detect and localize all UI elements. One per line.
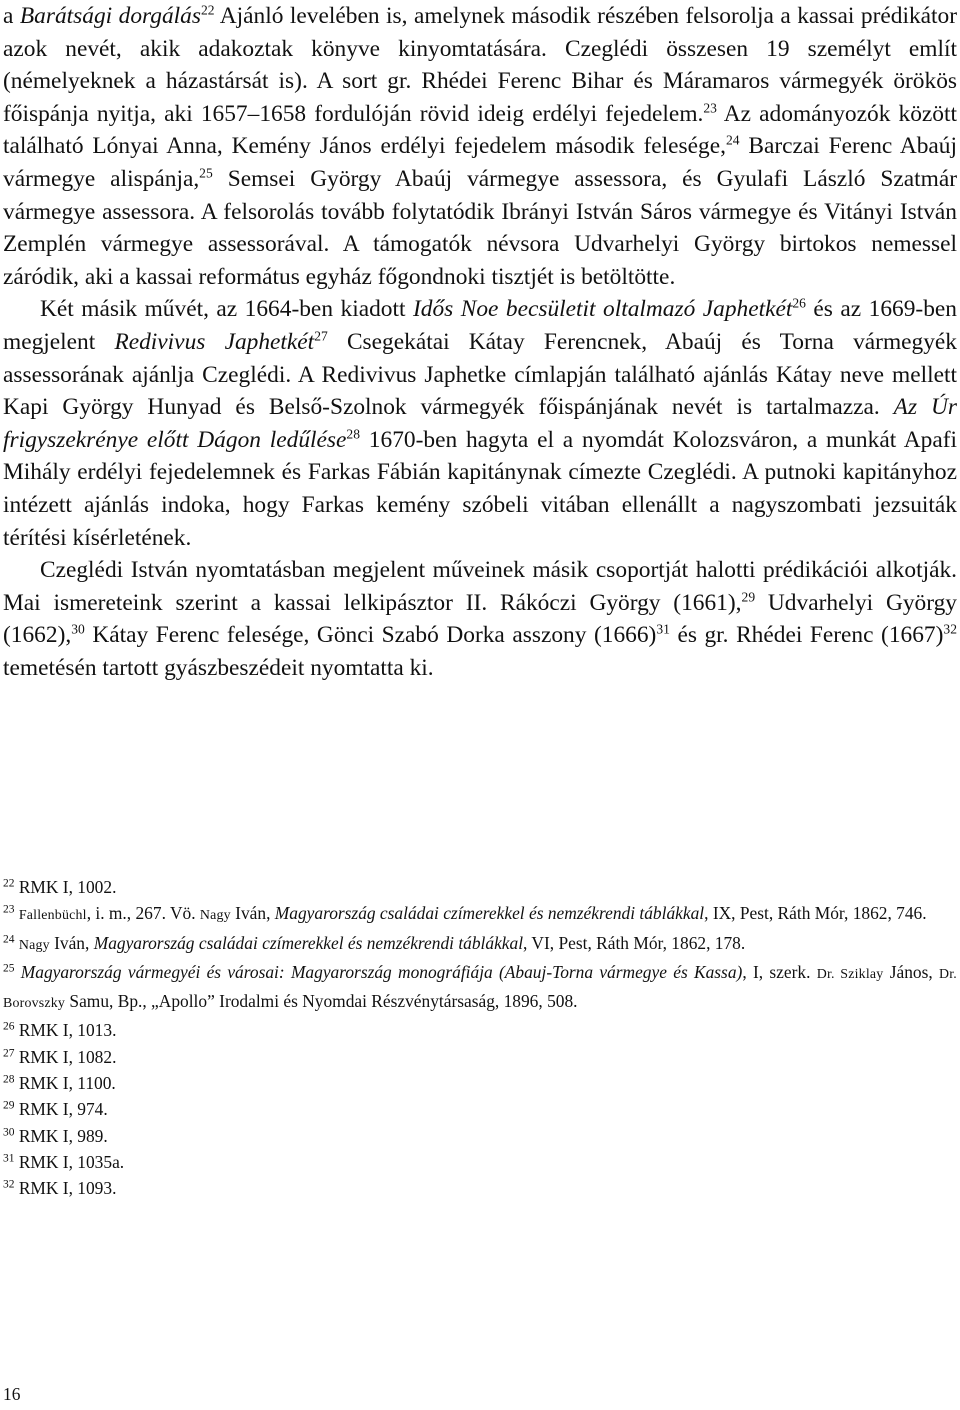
text-run: temetésén tartott gyászbeszédeit nyomtatta ki. xyxy=(3,654,434,681)
paragraph-2 xyxy=(3,293,957,554)
footnote-text: , i. m., 267. Vö. xyxy=(86,903,200,924)
author-name: Dr. Borovszky xyxy=(3,966,957,1012)
footnote-31 xyxy=(3,1149,957,1175)
footnote-ref-30[interactable]: 30 xyxy=(71,621,85,637)
footnote-text: , I, szerk. xyxy=(742,961,817,982)
footnote-ref-24[interactable]: 24 xyxy=(725,132,740,148)
footnote-32 xyxy=(3,1175,957,1201)
footnote-text: RMK I, 1082. xyxy=(18,1046,117,1067)
footnote-number: 23 xyxy=(3,903,15,916)
footnote-text: , VI, Pest, Ráth Mór, 1862, 178. xyxy=(523,932,746,953)
footnote-ref-26[interactable]: 26 xyxy=(792,295,806,311)
book-title: Redivivus Japhetkét xyxy=(114,328,315,355)
book-title: Magyarország családai czímerekkel és nemzékrendi táblákkal xyxy=(274,903,705,924)
book-title: Magyarország családai czímerekkel és nemzékrendi táblákkal xyxy=(93,932,524,953)
footnote-text: RMK I, 989. xyxy=(18,1125,108,1146)
author-name: Fallenbüchl xyxy=(18,908,87,924)
text-run: a xyxy=(3,3,20,29)
footnote-30 xyxy=(3,1123,957,1149)
footnote-text: , IX, Pest, Ráth Mór, 1862, 746. xyxy=(704,903,927,924)
paragraph-1 xyxy=(3,0,957,293)
text-run: Csegekátai Kátay Ferencnek, Abaúj és Torna vármegyék assessorának ajánlja Czeglédi. A Redivivus Japhetke címlapján található ajánlás Kátay neve mellett Kapi György Hunyad és Belső-Szolnok vármegyék főispánjának nevét is tartalmazza. xyxy=(3,328,957,421)
book-title: Magyarország vármegyéi és városai: Magyarország monográfiája (Abauj-Torna vármegye és Kassa) xyxy=(20,961,743,982)
paragraph-3 xyxy=(3,554,957,684)
footnote-ref-32[interactable]: 32 xyxy=(943,621,957,637)
footnote-number: 24 xyxy=(3,933,15,946)
book-title: Idős Noe becsületit oltalmazó Japhetkét xyxy=(412,296,793,323)
main-text xyxy=(3,0,957,684)
text-run: Semsei György Abaúj vármegye assessora, és Gyulafi László Szatmár vármegye assessora. A felsorolás tovább folytatódik Ibrányi István Sáros vármegye és Vitányi István Zemplén vármegye assessorával. A támogatók névsora Udvarhelyi György birtokos nemessel záródik, aki a kassai református egyház főgondnoki tisztjét is betöltötte. xyxy=(3,165,957,290)
author-name: Dr. Sziklay xyxy=(816,966,884,982)
footnote-ref-22[interactable]: 22 xyxy=(200,2,215,18)
text-run: Az adományozók között található Lónyai Anna, Kemény János erdélyi fejedelem második felesége, xyxy=(3,100,957,160)
text-run: 1670-ben hagyta el a nyomdát Kolozsváron, a munkát Apafi Mihály erdélyi fejedelemnek és Farkas Fábián kapitánynak címezte Czeglédi. A putnoki kapitányhoz intézett ajánlás indoka, hogy Farkas kemény szóbeli vitában ellenállt a nagyszombati jezsuiták térítési kísérletének. xyxy=(3,426,957,551)
footnote-number: 25 xyxy=(3,962,15,975)
text-run: Ajánló levelében is, amelynek második részében felsorolja a kassai prédikátor azok nevét, akik adakoztak könyve kinyomtatására. Czeglédi összesen 19 személyt említ (némelyeknek a házastársát is). A sort gr. Rhédei Ferenc Bihar és Máramaros vármegyék örökös főispánja nyitja, aki 1657–1658 fordulóján rövid ideig erdélyi fejedelem. xyxy=(3,3,957,127)
footnote-number: 22 xyxy=(3,877,15,890)
book-title: Az Úr frigyszekrénye előtt Dágon ledűlése xyxy=(3,394,957,453)
footnote-22 xyxy=(3,874,957,900)
text-run: és az 1669-ben megjelent xyxy=(3,296,957,355)
footnote-ref-23[interactable]: 23 xyxy=(703,100,717,116)
footnote-ref-29[interactable]: 29 xyxy=(741,589,756,605)
footnote-text: János, xyxy=(883,961,939,982)
footnote-28 xyxy=(3,1070,957,1096)
text-run: Czeglédi István nyomtatásban megjelent műveinek másik csoportját halotti prédikációi alkotják. Mai ismereteink szerint a kassai lelkipásztor II. Rákóczi György (1661), xyxy=(3,557,957,616)
footnotes xyxy=(3,874,957,1202)
author-name: Nagy xyxy=(18,937,50,953)
footnote-25 xyxy=(3,959,957,1018)
footnote-26 xyxy=(3,1017,957,1043)
footnote-number: 32 xyxy=(3,1178,15,1191)
footnote-text: RMK I, 1093. xyxy=(18,1178,117,1199)
page-number: 16 xyxy=(3,1384,21,1404)
footnote-ref-25[interactable]: 25 xyxy=(199,165,213,181)
footnote-24 xyxy=(3,930,957,959)
text-run: Udvarhelyi György (1662), xyxy=(3,589,958,649)
footnote-number: 27 xyxy=(3,1047,15,1060)
footnote-ref-27[interactable]: 27 xyxy=(314,328,328,344)
text-run: Két másik művét, az 1664-ben kiadott xyxy=(40,296,413,323)
footnote-23 xyxy=(3,900,957,929)
footnote-ref-28[interactable]: 28 xyxy=(346,426,360,442)
footnote-text: RMK I, 1013. xyxy=(18,1020,117,1041)
text-run: és gr. Rhédei Ferenc (1667) xyxy=(669,622,944,649)
footnote-number: 29 xyxy=(3,1100,15,1113)
footnote-text: RMK I, 1002. xyxy=(18,877,117,897)
footnote-ref-31[interactable]: 31 xyxy=(656,621,670,637)
footnote-number: 30 xyxy=(3,1126,15,1139)
footnote-text: RMK I, 1100. xyxy=(18,1073,116,1094)
footnote-number: 31 xyxy=(3,1152,15,1165)
footnote-29 xyxy=(3,1096,957,1122)
book-title: Barátsági dorgálás xyxy=(19,3,201,29)
footnote-text: Samu, Bp., „Apollo” Irodalmi és Nyomdai Részvénytársaság, 1896, 508. xyxy=(65,991,578,1012)
footnote-text: Iván, xyxy=(230,903,275,924)
text-run: Kátay Ferenc felesége, Gönci Szabó Dorka asszony (1666) xyxy=(84,622,657,649)
footnote-text: Iván, xyxy=(49,932,94,953)
author-name: Nagy xyxy=(199,908,231,924)
footnote-text: RMK I, 1035a. xyxy=(18,1151,125,1172)
footnote-text: RMK I, 974. xyxy=(18,1099,108,1120)
footnote-number: 26 xyxy=(3,1021,15,1034)
footnote-27 xyxy=(3,1044,957,1070)
footnote-number: 28 xyxy=(3,1073,15,1086)
text-run: Barczai Ferenc Abaúj vármegye alispánja, xyxy=(3,133,957,192)
